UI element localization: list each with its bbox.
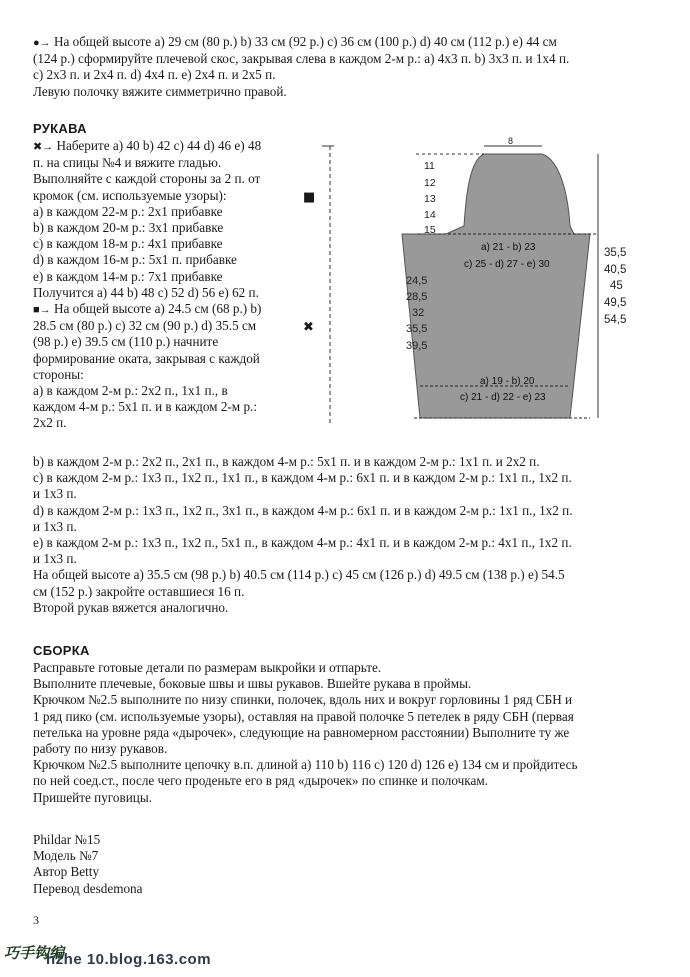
text-line: b) в каждом 2-м р.: 2х2 п., 2х1 п., в каждом 4-м р.: 5х1 п. и в каждом 2-м р.: 1х1 п. и 2х2 п. <box>33 454 540 469</box>
text-line: Крючком №2.5 выполните по низу спинки, полочек, вдоль них и вокруг горловины 1 ряд СБН и <box>33 692 573 708</box>
right-height-label: 54,5 <box>604 314 627 326</box>
page-number: 3 <box>33 913 39 927</box>
cap-row-label: 12 <box>424 177 436 189</box>
text-line: каждом 4-м р.: 5х1 п. и в каждом 2-м р.: <box>33 399 257 415</box>
text-line: п. на спицы №4 и вяжите гладью. <box>33 155 222 171</box>
text-line: формирование оката, закрывая с каждой <box>33 350 260 366</box>
text-line: ●→ На общей высоте а) 29 см (80 р.) b) 33 см (92 р.) c) 36 см (100 р.) d) 40 см (112 р.) e) 44 см <box>33 34 569 51</box>
text-line: d) в каждом 2-м р.: 1х3 п., 1х2 п., 3х1 п., в каждом 4-м р.: 6х1 п. и в каждом 2-м р.: 1х1 п., 1х2 п. <box>33 502 573 518</box>
text-line: c) в каждом 18-м р.: 4х1 прибавке <box>33 236 223 252</box>
text-line: стороны: <box>33 366 84 382</box>
text-line: e) в каждом 14-м р.: 7х1 прибавке <box>33 268 223 284</box>
sleeves-instructions <box>33 138 261 432</box>
text-line: и 1х3 п. <box>33 486 77 502</box>
lower-width-label: c) 21 - d) 22 - e) 23 <box>460 392 546 403</box>
lower-width-label: а) 19 - b) 20 <box>480 376 535 387</box>
cap-row-label: 15 <box>424 224 436 236</box>
square-arrow-icon: ■→ <box>33 304 51 317</box>
assembly-heading: СБОРКА <box>33 643 90 658</box>
text-line: 1 ряд пико (см. используемые узоры), оставляя на правой полочке 5 петелек в ряду СБН (первая <box>33 708 574 724</box>
assembly-instructions <box>33 660 577 806</box>
text-line: кромок (см. используемые узоры): <box>33 187 227 203</box>
top-width-label: 8 <box>508 136 514 146</box>
left-height-label: 28,5 <box>406 291 428 303</box>
text-line: ✖→ Наберите а) 40 b) 42 c) 44 d) 46 e) 48 <box>33 138 261 155</box>
cross-marker-icon: ✖ <box>303 320 314 335</box>
text-line: Левую полочку вяжите симметрично правой. <box>33 83 287 99</box>
text-line: Второй рукав вяжется аналогично. <box>33 599 229 615</box>
right-height-label: 40,5 <box>604 264 627 276</box>
upper-width-label: а) 21 - b) 23 <box>481 242 536 253</box>
text-line: b) в каждом 20-м р.: 3х1 прибавке <box>33 220 224 236</box>
right-height-label: 35,5 <box>604 247 627 259</box>
right-height-label: 45 <box>610 280 623 292</box>
watermark-text: hzhe 10.blog.163.com <box>46 951 212 968</box>
text-line: петелька на уровне ряда «дырочек», следующие на равномерном расстоянии) Выполните ту же <box>33 724 570 740</box>
square-marker-icon: ■ <box>303 190 316 205</box>
text-line: а) в каждом 2-м р.: 2х2 п., 1х1 п., в <box>33 383 228 399</box>
left-height-label: 35,5 <box>406 323 428 335</box>
dot-arrow-icon: ●→ <box>33 37 51 49</box>
left-height-label: 24,5 <box>406 275 428 287</box>
text-line: см (152 р.) закройте оставшиеся 16 п. <box>33 583 245 599</box>
text-line: d) в каждом 16-м р.: 5х1 п. прибавке <box>33 252 237 268</box>
sleeve-schematic <box>298 136 658 426</box>
text-line: c) 2х3 п. и 2х4 п. d) 4х4 п. e) 2х4 п. и 2х5 п. <box>33 67 276 83</box>
credit-line: Phildar №15 <box>33 832 101 847</box>
right-height-label: 49,5 <box>604 297 627 309</box>
text-line: Расправьте готовые детали по размерам выкройки и отпарьте. <box>33 660 382 675</box>
front-shoulder-paragraph <box>33 34 569 100</box>
text-line: и 1х3 п. <box>33 518 77 534</box>
left-height-label: 39,5 <box>406 340 428 352</box>
text-line: Пришейте пуговицы. <box>33 789 152 805</box>
text-line: и 1х3 п. <box>33 551 77 567</box>
text-line: работу по низу рукавов. <box>33 741 168 757</box>
cross-arrow-icon: ✖→ <box>33 141 54 153</box>
cap-row-label: 13 <box>424 193 436 205</box>
text-line: а) в каждом 22-м р.: 2х1 прибавке <box>33 203 223 219</box>
text-line: Выполняйте с каждой стороны за 2 п. от <box>33 171 261 187</box>
text-line: 28.5 см (80 р.) c) 32 см (90 р.) d) 35.5 см <box>33 318 257 334</box>
sleeves-instructions-continued <box>33 454 573 616</box>
credits <box>33 832 143 897</box>
text-line: Получится а) 44 b) 48 c) 52 d) 56 e) 62 п. <box>33 284 259 300</box>
text-line: по ней соед.ст., после чего проденьте его в ряд «дырочек» по спинке и полочкам. <box>33 773 488 789</box>
text-line: (98 р.) e) 39.5 см (110 р.) начните <box>33 334 219 350</box>
text-line: ■→ На общей высоте а) 24.5 см (68 р.) b) <box>33 301 261 318</box>
text-line: На общей высоте а) 35.5 см (98 р.) b) 40.5 см (114 р.) c) 45 см (126 р.) d) 49.5 см (138 р.) e) 54.5 <box>33 567 565 583</box>
text-line: Выполните плечевые, боковые швы и швы рукавов. Вшейте рукава в проймы. <box>33 676 472 692</box>
left-height-label: 32 <box>412 307 425 319</box>
watermark-logo: 巧手钩编 <box>4 944 65 962</box>
text-line: Крючком №2.5 выполните цепочку в.п. длиной а) 110 b) 116 c) 120 d) 126 e) 134 см и пройдитесь <box>33 757 578 773</box>
credit-line: Перевод desdemona <box>33 880 143 896</box>
text-line: (124 р.) сформируйте плечевой скос, закрывая слева в каждом 2-м р.: а) 4х3 п. b) 3х3 п. и 1х4 п. <box>33 51 570 67</box>
upper-width-label: c) 25 - d) 27 - e) 30 <box>464 259 550 270</box>
text-line: e) в каждом 2-м р.: 1х3 п., 1х2 п., 5х1 п., в каждом 4-м р.: 4х1 п. и в каждом 2-м р.: 4х1 п., 1х2 п. <box>33 535 572 551</box>
text-line: c) в каждом 2-м р.: 1х3 п., 1х2 п., 1х1 п., в каждом 4-м р.: 6х1 п. и в каждом 2-м р.: 1х1 п., 1х2 п. <box>33 470 572 486</box>
text-line: 2х2 п. <box>33 415 67 431</box>
watermark <box>4 945 404 975</box>
credit-line: Модель №7 <box>33 848 99 864</box>
credit-line: Автор Betty <box>33 864 100 880</box>
sleeves-heading: РУКАВА <box>33 121 87 136</box>
cap-row-label: 14 <box>424 209 436 221</box>
cap-row-label: 11 <box>424 160 435 172</box>
